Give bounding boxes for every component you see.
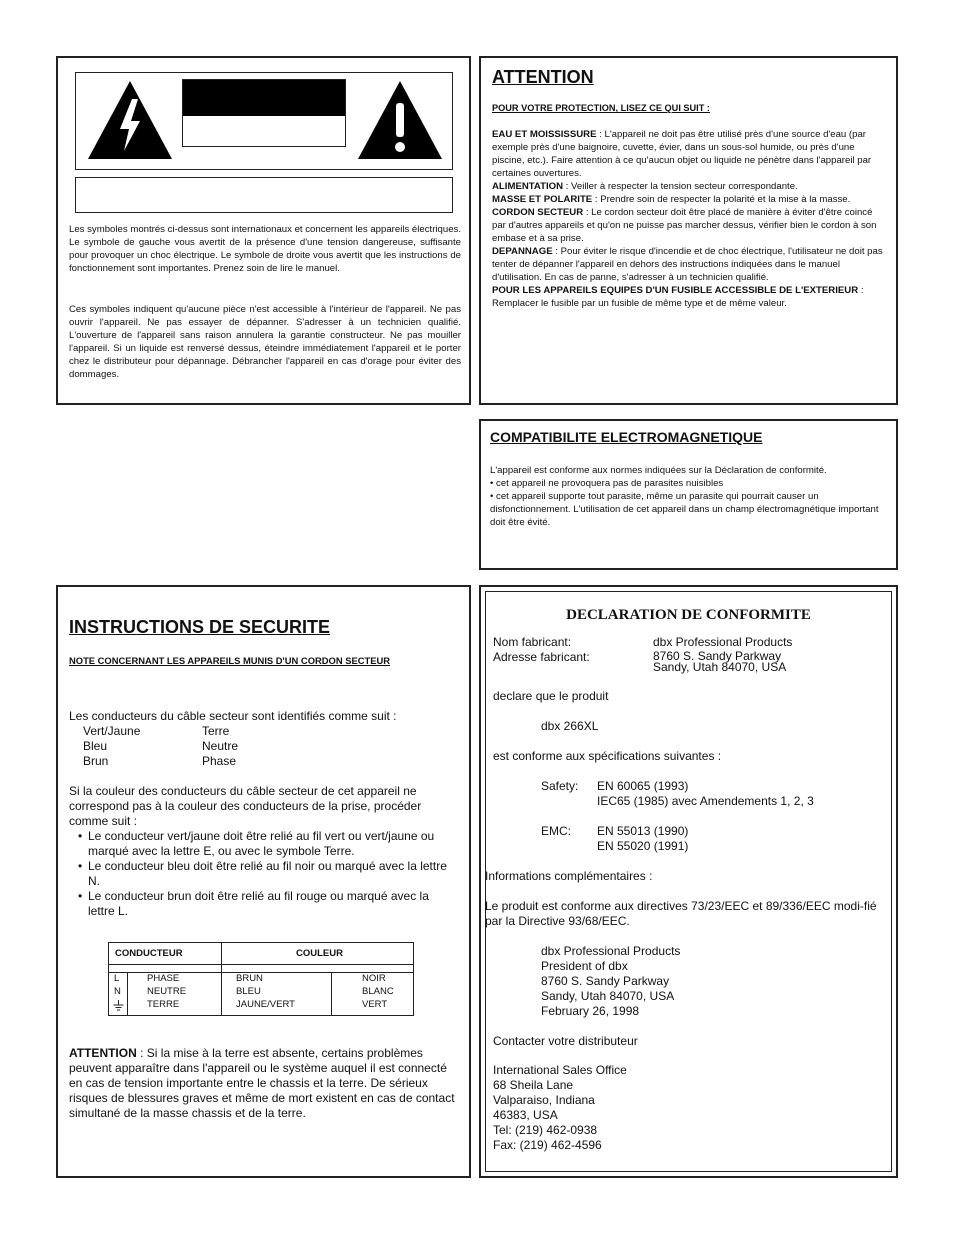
attention-item: POUR LES APPAREILS EQUIPES D'UN FUSIBLE ACCESSIBLE DE L'EXTERIEUR : Remplacer le fusible par un fusible de même type et de même valeur.	[492, 285, 864, 309]
conductor-list	[83, 724, 283, 769]
exclamation-warning-icon	[356, 79, 444, 161]
conductor-row: Brun Phase	[83, 754, 237, 768]
symbols-explanation: Les symboles montrés ci-dessus sont internationaux et concernent les appareils électriques. Le symbole de gauche vous avertit de la présence d'une tension dangereuse, suffisante pour provoquer un choc électrique. Le symbole de droite vous avertit que les instructions de fonctionnement sont importantes. Prenez soin de lire le manuel.	[69, 224, 461, 274]
warning-symbols-frame	[75, 72, 453, 170]
warning-panel	[56, 56, 471, 405]
bullet-item: • Le conducteur vert/jaune doit être relié au fil vert ou vert/jaune ou marqué avec la lettre E, ou avec le symbole Terre.	[78, 829, 435, 858]
declaration-panel	[479, 585, 898, 1178]
table-header-color: COULEUR	[296, 948, 343, 959]
declares-text: declare que le produit	[493, 689, 609, 703]
attention-item: CORDON SECTEUR : Le cordon secteur doit être placé de manière à éviter d'être coincé par d'autres appareils et qu'on ne puisse pas marcher dessus, vérifier bien le cordon à son embase et à sa prise.	[492, 207, 877, 244]
attention-item: ALIMENTATION : Veiller à respecter la tension secteur correspondante.	[492, 181, 798, 192]
table-cell: BRUN	[236, 973, 263, 984]
grounding-warning: ATTENTION : Si la mise à la terre est absente, certains problèmes peuvent apparaître dans l'appareil ou le système auquel il est connecté en cas de tension importante entre le chassis et la terre. De sérieux risques de blessures graves et même de mort existent en cas de contact simultané de la masse chassis et de la terre.	[69, 1046, 455, 1120]
ground-symbol-icon	[113, 1000, 124, 1012]
safety-panel	[56, 585, 471, 1178]
contact-text: Contacter votre distributeur	[493, 1034, 638, 1048]
emc-standards: EMC: EN 55013 (1990) EN 55020 (1991)	[541, 824, 689, 853]
attention-items	[492, 128, 887, 310]
table-cell: BLANC	[362, 986, 394, 997]
table-cell: TERRE	[147, 999, 180, 1010]
conductors-intro: Les conducteurs du câble secteur sont identifiés comme suit :	[69, 709, 397, 723]
manufacturer-block: Nom fabricant: dbx Professional Products Adresse fabricant: 8760 S. Sandy Parkway Sandy, Utah 84070, USA	[493, 635, 793, 674]
attention-item: EAU ET MOISSISSURE : L'appareil ne doit pas être utilisé près d'une source d'eau (par exemple près d'une baignoire, cuvette, évier, dans un sous-sol humide, ou près d'une piscine, etc.). Faire attention à ce qu'aucun objet ou liquide ne pénètre dans l'appareil par certaines ouvertures.	[492, 129, 872, 179]
conductor-row: Vert/Jaune Terre	[83, 724, 230, 738]
wiring-bullets	[78, 829, 458, 919]
emc-line: L'appareil est conforme aux normes indiquées sur la Déclaration de conformité.	[490, 465, 827, 476]
power-cord-note: NOTE CONCERNANT LES APPAREILS MUNIS D'UN CORDON SECTEUR	[69, 655, 390, 666]
declaration-title: DECLARATION DE CONFORMITE	[566, 607, 811, 623]
attention-item: DEPANNAGE : Pour éviter le risque d'incendie et de choc électrique, l'utilisateur ne doit pas tenter de dépanner l'appareil en dehors des instructions indiquées dans le manuel d'utilisation. En cas de panne, s'adresser à un technicien qualifié.	[492, 246, 883, 283]
emc-line: • cet appareil ne provoquera pas de parasites nuisibles	[490, 478, 724, 489]
table-cell: N	[114, 986, 121, 997]
safety-standards: Safety: EN 60065 (1993) IEC65 (1985) avec Amendements 1, 2, 3	[541, 779, 814, 808]
table-cell: NEUTRE	[147, 986, 187, 997]
conforms-text: est conforme aux spécifications suivantes :	[493, 749, 722, 763]
directive-text: Le produit est conforme aux directives 73/23/EEC et 89/336/EEC modi-fié par la Directive 93/68/EEC.	[485, 899, 877, 928]
attention-subtitle: POUR VOTRE PROTECTION, LISEZ CE QUI SUIT :	[492, 103, 710, 113]
emc-text	[490, 464, 890, 529]
table-cell: JAUNE/VERT	[236, 999, 295, 1010]
table-header-conductor: CONDUCTEUR	[115, 948, 183, 959]
emc-title: COMPATIBILITE ELECTROMAGNETIQUE	[490, 429, 763, 445]
emc-line: • cet appareil supporte tout parasite, même un parasite qui pourrait causer un disfonctionnement. L'utilisation de cet appareil dans un champ électromagnétique important doit être évité.	[490, 491, 879, 528]
table-cell: VERT	[362, 999, 388, 1010]
table-cell: NOIR	[362, 973, 386, 984]
attention-item: MASSE ET POLARITE : Prendre soin de respecter la polarité et la mise à la masse.	[492, 194, 851, 205]
conductor-row: Bleu Neutre	[83, 739, 239, 753]
table-cell: BLEU	[236, 986, 261, 997]
signer-block: dbx Professional Products President of dbx 8760 S. Sandy Parkway Sandy, Utah 84070, USA February 26, 1998	[541, 944, 681, 1018]
bullet-item: • Le conducteur brun doit être relié au fil rouge ou marqué avec la lettre L.	[78, 889, 429, 918]
lightning-warning-icon	[86, 79, 174, 161]
info-label: Informations complémentaires :	[485, 869, 653, 883]
access-warning: Ces symboles indiquent qu'aucune pièce n'est accessible à l'intérieur de l'appareil. Ne pas ouvrir l'appareil. Ne pas essayer de dépanner. S'adresser à un technicien qualifié. L'ouverture de l'appareil sans raison annulera la garantie constructeur. Ne pas mouiller l'appareil. Si un liquide est renversé dessus, éteindre immédiatement l'appareil et le porter chez le distributeur pour dépannage. Débrancher l'appareil en cas d'orage pour éviter des dommages.	[69, 304, 461, 380]
attention-panel	[479, 56, 898, 405]
safety-title: INSTRUCTIONS DE SECURITE	[69, 617, 331, 637]
product-name: dbx 266XL	[541, 719, 599, 733]
warning-text-frame	[75, 177, 453, 213]
bullet-item: • Le conducteur bleu doit être relié au fil noir ou marqué avec la lettre N.	[78, 859, 447, 888]
emc-panel	[479, 419, 898, 570]
table-cell: L	[114, 973, 120, 984]
sales-office-block: International Sales Office 68 Sheila Lane Valparaiso, Indiana 46383, USA Tel: (219) 462-0938 Fax: (219) 462-4596	[493, 1063, 627, 1152]
conductor-color-table	[108, 942, 414, 1016]
attention-title: ATTENTION	[492, 67, 594, 87]
color-mismatch-text: Si la couleur des conducteurs du câble secteur de cet appareil ne correspond pas à la couleur des conducteurs de la prise, procéder comme suit :	[69, 784, 422, 828]
caution-label-box	[182, 79, 346, 147]
table-cell: PHASE	[147, 973, 180, 984]
